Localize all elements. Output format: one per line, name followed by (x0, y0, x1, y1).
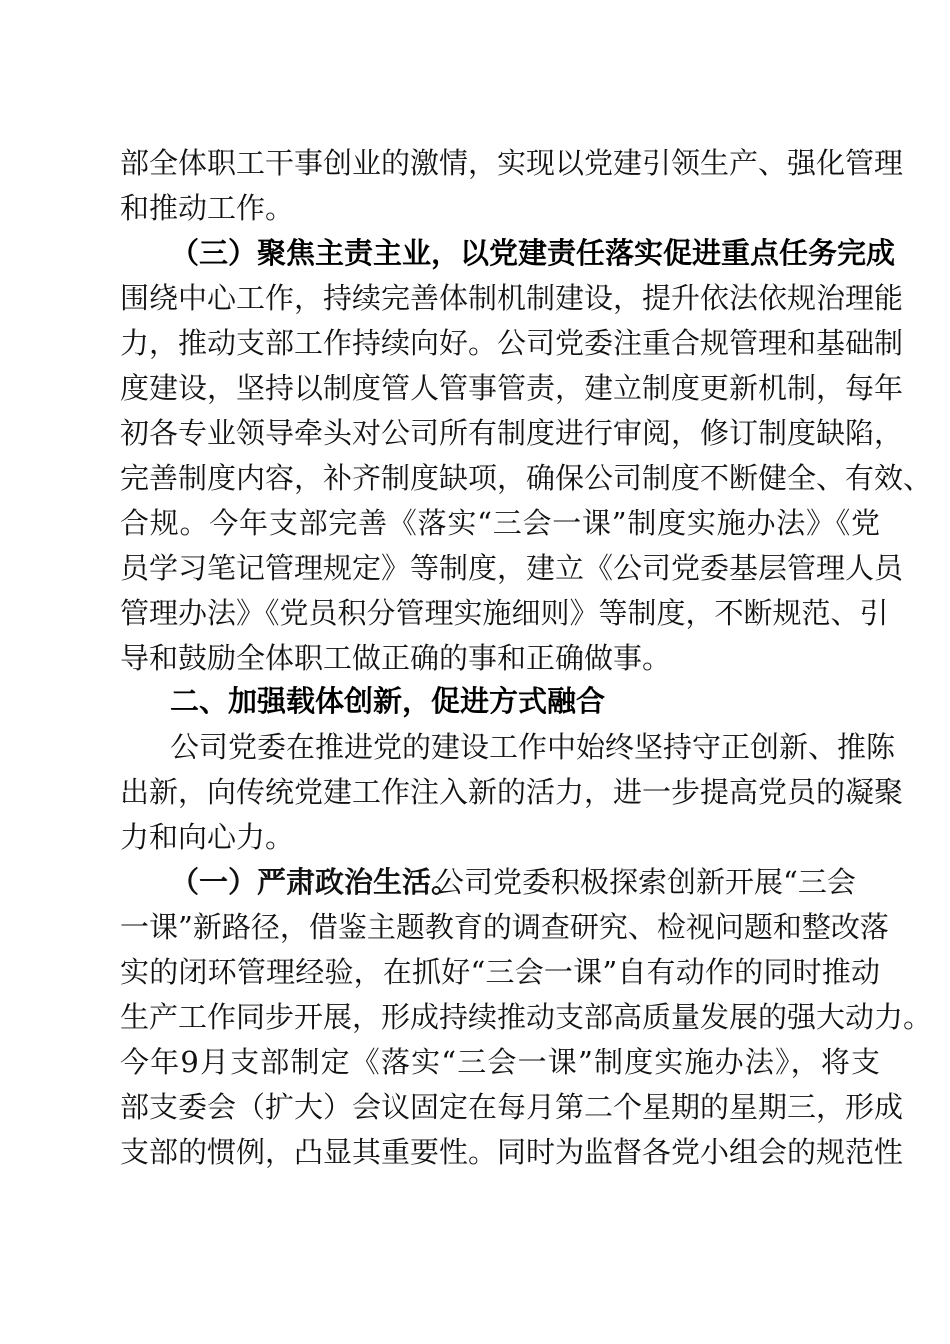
body-text-line: 力和向心力。 (120, 820, 295, 854)
body-text-line: 生产工作同步开展，形成持续推动支部高质量发展的强大动力。 (120, 1000, 933, 1034)
body-text-line: 今年9月支部制定《落实“三会一课”制度实施办法》，将支 (120, 1045, 880, 1079)
body-text-line: 一课”新路径，借鉴主题教育的调查研究、检视问题和整改落 (120, 910, 889, 944)
body-text-line: 围绕中心工作，持续完善体制机制建设，提升依法依规治理能 (120, 281, 904, 315)
body-text-line: 支部的惯例，凸显其重要性。同时为监督各党小组会的规范性 (120, 1135, 904, 1169)
body-text-line: 员学习笔记管理规定》等制度，建立《公司党委基层管理人员 (120, 551, 904, 585)
body-text-line: 完善制度内容，补齐制度缺项，确保公司制度不断健全、有效、 (120, 461, 933, 495)
body-text-line: 管理办法》《党员积分管理实施细则》等制度，不断规范、引 (120, 596, 889, 630)
body-text-line: 部全体职工干事创业的激情，实现以党建引领生产、强化管理 (120, 146, 904, 180)
body-text-line: 公司党委在推进党的建设工作中始终坚持守正创新、推陈 (170, 730, 896, 764)
body-text-line: 导和鼓励全体职工做正确的事和正确做事。 (120, 641, 672, 675)
section-heading-2: 二、加强载体创新，促进方式融合 (170, 684, 606, 718)
body-text-line: 和推动工作。 (120, 191, 295, 225)
subsection-heading-3: （三）聚焦主责主业，以党建责任落实促进重点任务完成 (170, 236, 896, 270)
body-text-line: 出新，向传统党建工作注入新的活力，进一步提高党员的凝聚 (120, 775, 904, 809)
body-text-line: 公司党委积极探索创新开展“三会 (435, 865, 856, 899)
body-text-line: 度建设，坚持以制度管人管事管责，建立制度更新机制，每年 (120, 371, 904, 405)
body-text-line: 实的闭环管理经验，在抓好“三会一课”自有动作的同时推动 (120, 955, 880, 989)
body-text-line: 力，推动支部工作持续向好。公司党委注重合规管理和基础制 (120, 326, 904, 360)
body-text-line: 部支委会（扩大）会议固定在每月第二个星期的星期三，形成 (120, 1090, 904, 1124)
body-text-line: 初各专业领导牵头对公司所有制度进行审阅，修订制度缺陷， (120, 416, 904, 450)
subsection-heading-1: （一）严肃政治生活。 (170, 865, 461, 899)
body-text-line: 合规。今年支部完善《落实“三会一课”制度实施办法》《党 (120, 506, 880, 540)
